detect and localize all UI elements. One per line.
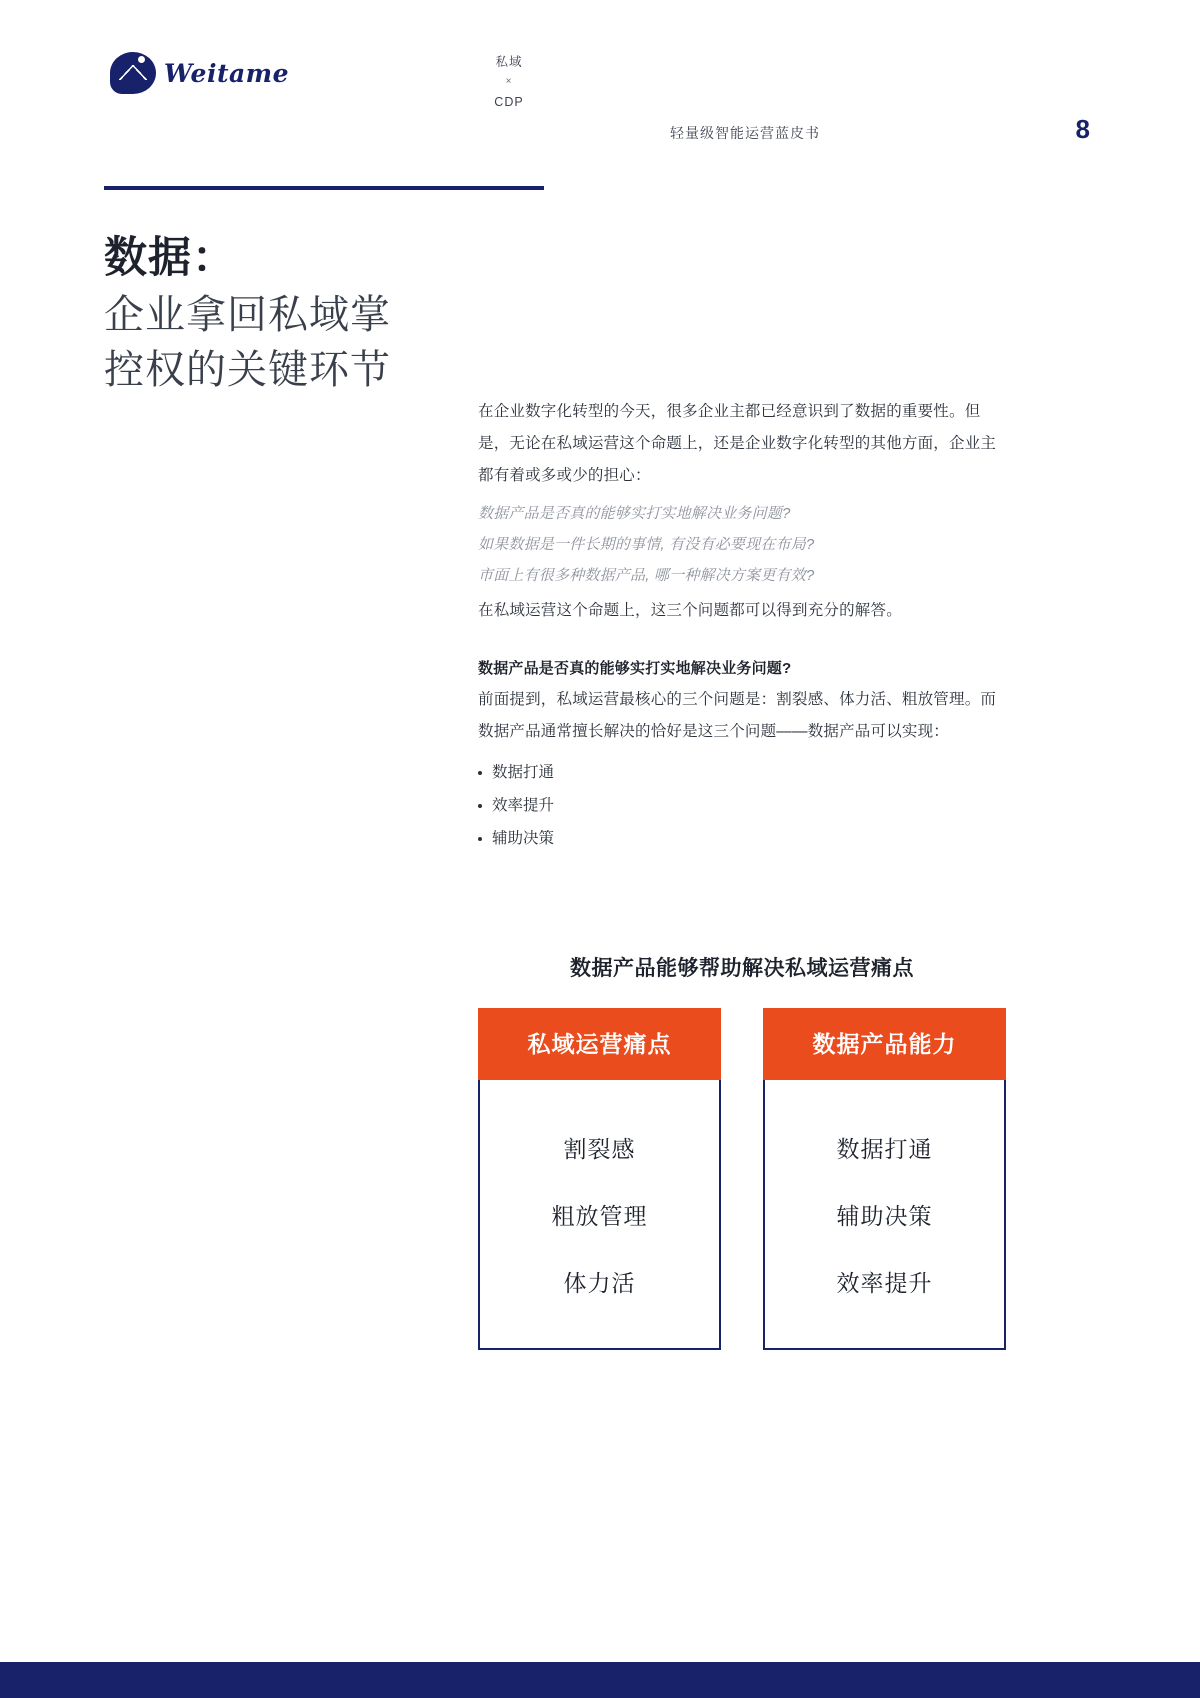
intro-closing-paragraph: 在私域运营这个命题上，这三个问题都可以得到充分的解答。 [478,602,902,619]
brand-logo [110,52,289,94]
question-item: 市面上有很多种数据产品, 哪一种解决方案更有效? [478,567,815,584]
figure-item: 效率提升 [836,1269,933,1296]
header-center-bottom: CDP [494,95,524,109]
header-center-separator: × [505,76,513,87]
page-title [104,228,534,398]
list-item: 效率提升 [478,789,1006,822]
title-line-1: 数据： [104,234,236,282]
figure-block [478,952,1006,1350]
figure-item: 割裂感 [563,1135,636,1162]
intro-paragraph: 在企业数字化转型的今天，很多企业主都已经意识到了数据的重要性。但是，无论在私域运营这个命题上，还是企业数字化转型的其他方面，企业主都有着或多或少的担心： [478,403,997,484]
figure-column-body [763,1080,1006,1350]
logo-mark-icon [110,52,156,94]
page-number: 8 [1075,114,1090,144]
figure-column-header: 私域运营痛点 [478,1008,721,1080]
title-divider [104,186,544,190]
title-line-2: 企业拿回私域掌 [104,293,391,337]
header-subtitle: 轻量级智能运营蓝皮书 [670,125,820,141]
capability-bullet-list [478,756,1006,855]
page-header [0,52,1200,144]
figure-column-capabilities [763,1008,1006,1350]
section-paragraph: 前面提到，私域运营最核心的三个问题是：割裂感、体力活、粗放管理。而数据产品通常擅长解决的恰好是这三个问题——数据产品可以实现： [478,691,997,740]
figure-title: 数据产品能够帮助解决私域运营痛点 [570,957,914,980]
brand-name: Weitame [164,58,290,88]
body-content [478,396,1006,855]
title-line-3: 控权的关键环节 [104,348,391,392]
figure-column-body [478,1080,721,1350]
figure-column-header: 数据产品能力 [763,1008,1006,1080]
section-subheading: 数据产品是否真的能够实打实地解决业务问题? [478,660,792,677]
header-center-top: 私域 [495,55,523,69]
figure-columns [478,1008,1006,1350]
figure-item: 粗放管理 [551,1202,648,1229]
question-item: 数据产品是否真的能够实打实地解决业务问题? [478,505,791,522]
list-item: 辅助决策 [478,822,1006,855]
footer-band [0,1662,1200,1698]
figure-item: 体力活 [563,1269,636,1296]
header-center-label [474,52,544,112]
question-item: 如果数据是一件长期的事情, 有没有必要现在布局? [478,536,815,553]
figure-item: 辅助决策 [836,1202,933,1229]
figure-column-pain-points [478,1008,721,1350]
list-item: 数据打通 [478,756,1006,789]
question-list [478,498,1006,591]
figure-item: 数据打通 [836,1135,933,1162]
